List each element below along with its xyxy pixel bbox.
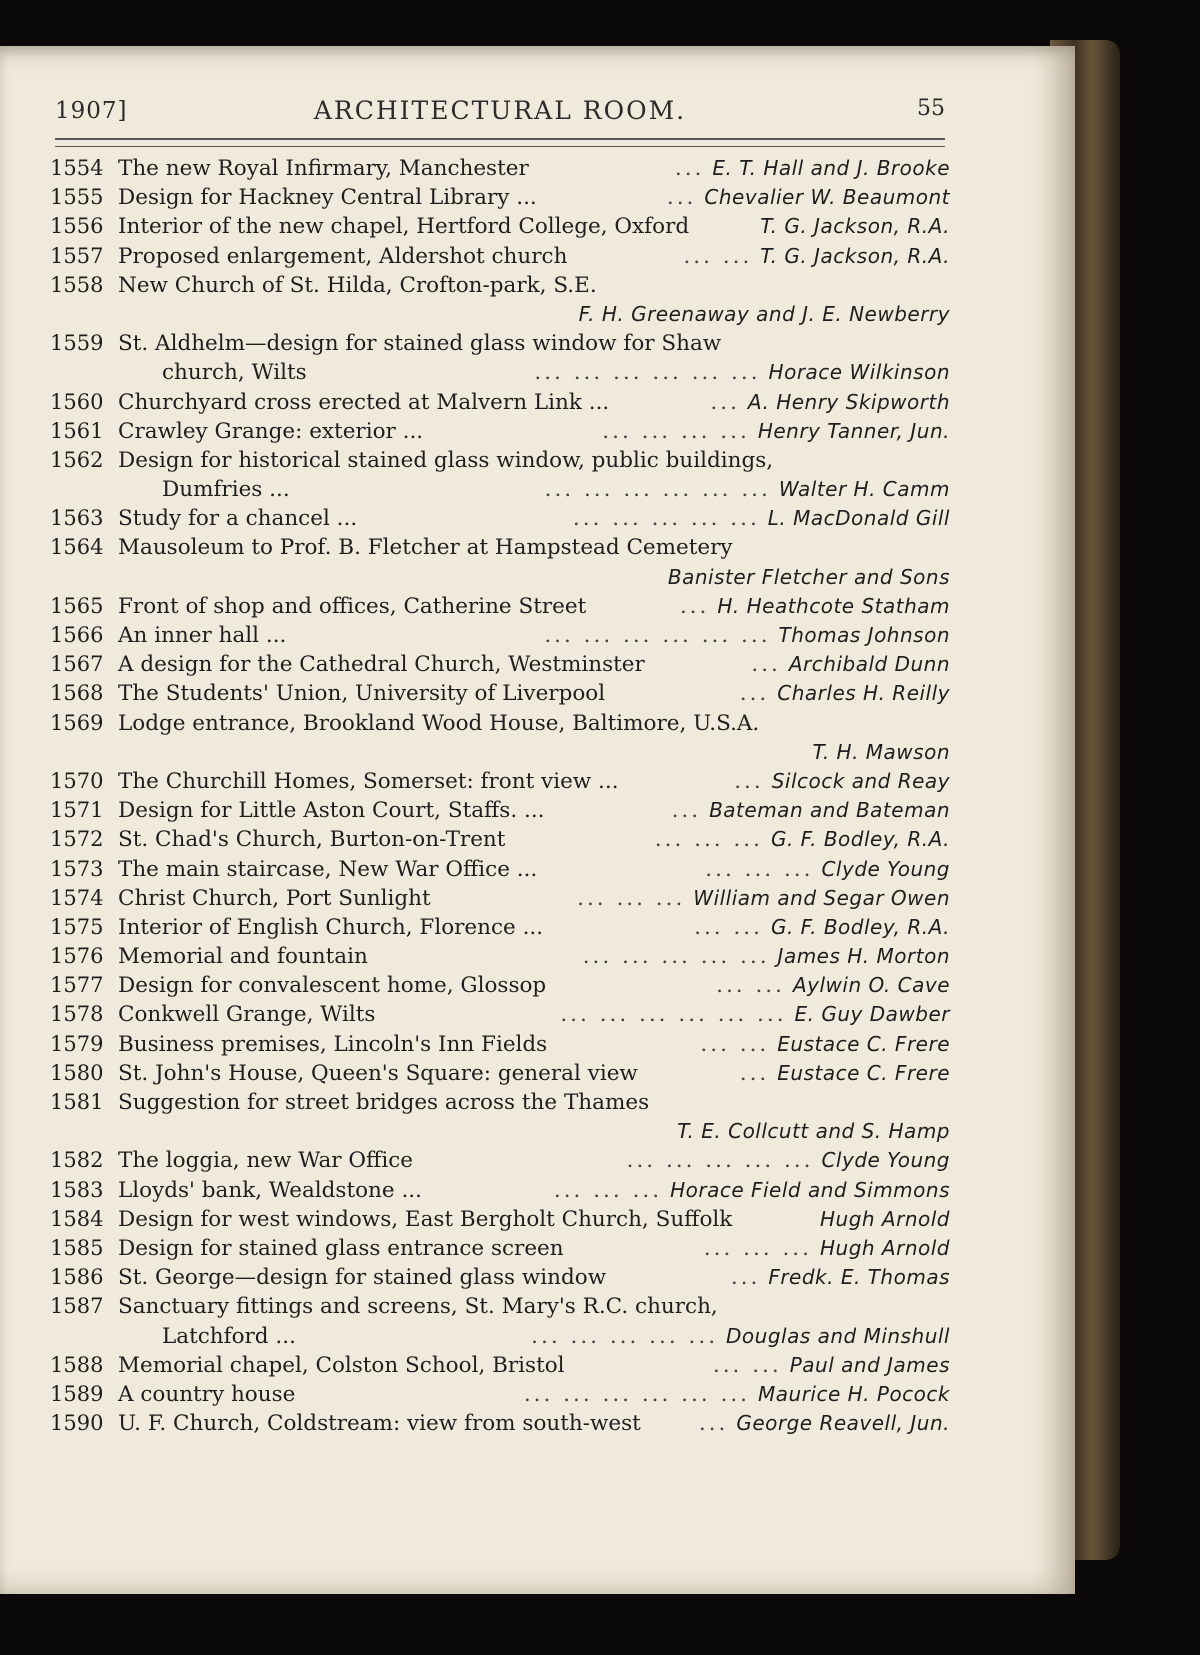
catalogue-entry [50, 242, 950, 271]
catalogue-entry [50, 154, 950, 183]
entry-title: Design for west windows, East Bergholt Church, Suffolk [118, 1206, 733, 1232]
entry-architect: Paul and James [789, 1352, 950, 1377]
entry-architect: T. E. Collcutt and S. Hamp [677, 1119, 950, 1144]
dot-leader: ... ... ... [703, 1235, 812, 1261]
entry-number: 1556 [50, 214, 104, 239]
dot-leader: ... ... ... ... ... ... [534, 360, 761, 386]
catalogue-entry [50, 971, 950, 1000]
entry-architect: Eustace C. Frere [777, 1031, 950, 1056]
entry-title: St. Chad's Church, Burton-on-Trent [118, 827, 506, 853]
catalogue-entry [50, 1030, 950, 1059]
entry-architect: Maurice H. Pocock [758, 1381, 950, 1406]
entry-architect: Banister Fletcher and Sons [667, 564, 950, 589]
entry-architect: Bateman and Bateman [709, 798, 950, 823]
dot-leader: ... ... ... ... ... [582, 944, 770, 970]
dot-leader: ... ... [700, 1031, 770, 1057]
entry-number: 1581 [50, 1090, 104, 1114]
catalogue-entry-continuation [50, 300, 950, 329]
entry-architect: Horace Wilkinson [768, 360, 950, 385]
entry-number: 1567 [50, 652, 104, 677]
entry-architect: Silcock and Reay [771, 768, 950, 793]
dot-leader: ... ... ... [577, 885, 686, 911]
dot-leader: ... [710, 389, 740, 415]
entry-title: St. George—design for stained glass window [118, 1265, 607, 1291]
entry-architect: L. MacDonald Gill [767, 506, 950, 531]
catalogue-entry-continuation [50, 358, 950, 387]
dot-leader: ... ... [694, 914, 763, 940]
catalogue-entry-continuation [50, 1322, 950, 1351]
entry-number: 1562 [50, 447, 104, 472]
entry-number: 1557 [50, 243, 104, 268]
catalogue-entry-continuation [50, 563, 950, 592]
entry-architect: Henry Tanner, Jun. [757, 418, 950, 443]
catalogue-entry-continuation [50, 475, 950, 504]
entry-number: 1580 [50, 1060, 104, 1085]
entry-number: 1583 [50, 1177, 104, 1202]
catalogue-entry [50, 183, 950, 212]
entry-number: 1590 [50, 1411, 104, 1436]
dot-leader: ... [698, 1411, 729, 1437]
catalogue-entry [50, 767, 950, 796]
catalogue-entry [50, 796, 950, 825]
entry-number: 1559 [50, 331, 104, 356]
catalogue-entry [50, 592, 950, 621]
entry-title: Mausoleum to Prof. B. Fletcher at Hampstead Cemetery [118, 535, 733, 561]
entry-title: New Church of St. Hilda, Crofton-park, S.E. [118, 272, 597, 298]
entry-title: The new Royal Infirmary, Manchester [118, 156, 529, 181]
entry-architect: James H. Morton [777, 944, 950, 969]
entry-title: Proposed enlargement, Aldershot church [118, 243, 568, 269]
dot-leader: ... [739, 1060, 770, 1086]
entry-number: 1573 [50, 856, 104, 881]
catalogue-entry [50, 855, 950, 884]
entry-number: 1555 [50, 185, 104, 210]
dot-leader: ... [734, 768, 764, 794]
entry-architect: Fredk. E. Thomas [768, 1265, 950, 1290]
dot-leader: ... ... ... ... ... [572, 506, 760, 532]
entry-architect: Douglas and Minshull [726, 1323, 950, 1348]
catalogue-entry [50, 913, 950, 942]
catalogue-entry [50, 504, 950, 533]
entry-architect: T. G. Jackson, R.A. [760, 214, 950, 239]
entry-title: A country house [118, 1381, 296, 1407]
entry-number: 1565 [50, 593, 104, 618]
catalogue-entry [50, 1234, 950, 1263]
entry-number: 1561 [50, 418, 104, 443]
entry-title: Latchford ... [162, 1323, 296, 1349]
entry-number: 1584 [50, 1206, 104, 1231]
header-year: 1907] [55, 98, 128, 124]
catalogue-entry [50, 329, 950, 358]
dot-leader: ... [679, 593, 710, 619]
entry-number: 1570 [50, 768, 104, 793]
entry-architect: Aylwin O. Cave [792, 973, 950, 998]
entry-title: The loggia, new War Office [118, 1148, 413, 1174]
dot-leader: ... ... ... ... ... ... [560, 1002, 787, 1028]
entry-title: Study for a chancel ... [118, 506, 358, 532]
entry-number: 1576 [50, 944, 104, 969]
entry-architect: Eustace C. Frere [777, 1060, 950, 1085]
catalogue-entry [50, 942, 950, 971]
dot-leader: ... [674, 156, 705, 181]
dot-leader: ... ... ... [654, 827, 763, 853]
entry-architect: Clyde Young [821, 856, 950, 881]
dot-leader: ... ... ... [553, 1177, 663, 1203]
entry-title: Interior of the new chapel, Hertford College, Oxford [118, 214, 690, 240]
entry-title: An inner hall ... [118, 623, 287, 648]
entry-architect: A. Henry Skipworth [747, 389, 950, 414]
entry-number: 1587 [50, 1294, 104, 1319]
dot-leader: ... [730, 1265, 761, 1291]
entry-title: Front of shop and offices, Catherine Street [118, 593, 587, 619]
entry-title: Crawley Grange: exterior ... [118, 418, 424, 444]
dot-leader: ... ... ... ... ... [626, 1148, 814, 1174]
entry-architect: Hugh Arnold [819, 1235, 950, 1260]
catalogue-entry [50, 1088, 950, 1117]
dot-leader: ... ... ... ... ... ... [544, 477, 771, 503]
entry-title: St. Aldhelm—design for stained glass window for Shaw [118, 331, 722, 357]
entry-title: church, Wilts [162, 360, 307, 386]
entry-number: 1569 [50, 710, 104, 735]
entry-architect: E. T. Hall and J. Brooke [712, 156, 950, 180]
entry-number: 1574 [50, 885, 104, 910]
dot-leader: ... ... [683, 243, 753, 269]
entry-architect: Horace Field and Simmons [670, 1177, 950, 1202]
catalogue-entry [50, 709, 950, 738]
entry-architect: Thomas Johnson [778, 623, 950, 647]
entry-number: 1577 [50, 973, 104, 998]
page-number: 55 [917, 96, 945, 121]
dot-leader: ... [666, 185, 697, 211]
header-rule [55, 138, 945, 147]
dot-leader: ... ... [712, 1352, 782, 1378]
entry-title: The Students' Union, University of Liverpool [118, 681, 606, 707]
catalogue-entry [50, 417, 950, 446]
entry-architect: Chevalier W. Beaumont [704, 185, 950, 210]
entry-title: Christ Church, Port Sunlight [118, 885, 431, 911]
entry-architect: G. F. Bodley, R.A. [770, 914, 950, 939]
entry-title: Design for Hackney Central Library ... [118, 185, 537, 211]
entry-architect: G. F. Bodley, R.A. [770, 827, 950, 852]
catalogue-entry [50, 650, 950, 679]
entry-title: Memorial and fountain [118, 944, 368, 970]
entry-title: U. F. Church, Coldstream: view from south-west [118, 1411, 641, 1437]
entry-architect: Hugh Arnold [819, 1206, 950, 1231]
dot-leader: ... ... ... ... ... [531, 1323, 719, 1349]
catalogue-entry [50, 533, 950, 562]
entry-number: 1554 [50, 156, 104, 180]
book-page [0, 46, 1075, 1594]
entry-title: Sanctuary fittings and screens, St. Mary's R.C. church, [118, 1294, 718, 1320]
entry-number: 1558 [50, 272, 104, 297]
entry-title: Dumfries ... [162, 477, 290, 503]
entry-title: Lloyds' bank, Wealdstone ... [118, 1177, 422, 1203]
entry-architect: Charles H. Reilly [777, 681, 950, 706]
dot-leader: ... ... [716, 973, 785, 999]
catalogue-entry [50, 271, 950, 300]
catalogue-entry [50, 679, 950, 708]
entry-number: 1582 [50, 1148, 104, 1173]
entry-title: Interior of English Church, Florence ... [118, 914, 544, 940]
catalogue-entry [50, 1292, 950, 1321]
entry-number: 1564 [50, 535, 104, 560]
catalogue-entry [50, 446, 950, 475]
entry-number: 1588 [50, 1352, 104, 1377]
catalogue-entry [50, 1176, 950, 1205]
entry-number: 1579 [50, 1031, 104, 1056]
entry-title: Churchyard cross erected at Malvern Link ... [118, 389, 610, 415]
catalogue-entry [50, 1409, 950, 1438]
entry-architect: Clyde Young [821, 1148, 950, 1173]
catalogue-entry [50, 1059, 950, 1088]
entry-architect: Walter H. Camm [778, 477, 950, 502]
dot-leader: ... [671, 798, 702, 824]
entry-title: Design for stained glass entrance screen [118, 1235, 564, 1261]
catalogue-entry [50, 825, 950, 854]
entry-number: 1578 [50, 1002, 104, 1027]
entry-title: A design for the Cathedral Church, Westminster [118, 652, 645, 678]
catalogue-entry [50, 1146, 950, 1175]
entry-number: 1575 [50, 914, 104, 939]
catalogue-entry [50, 621, 950, 650]
entry-architect: George Reavell, Jun. [736, 1411, 950, 1436]
entry-architect: William and Segar Owen [693, 885, 950, 910]
entry-title: Conkwell Grange, Wilts [118, 1002, 376, 1028]
entry-title: Suggestion for street bridges across the Thames [118, 1090, 650, 1115]
entry-number: 1572 [50, 827, 104, 852]
catalogue-entry [50, 884, 950, 913]
entry-architect: E. Guy Dawber [794, 1002, 950, 1027]
catalogue-entry [50, 1000, 950, 1029]
entry-architect: T. G. Jackson, R.A. [760, 243, 950, 268]
entry-title: The Churchill Homes, Somerset: front view ... [118, 768, 619, 794]
entry-title: Design for historical stained glass window, public buildings, [118, 447, 774, 473]
entry-architect: Archibald Dunn [788, 652, 950, 677]
entry-architect: F. H. Greenaway and J. E. Newberry [578, 301, 950, 326]
catalogue-entry [50, 1380, 950, 1409]
catalogue-entry [50, 388, 950, 417]
entry-architect: H. Heathcote Statham [717, 593, 950, 618]
entry-title: Design for convalescent home, Glossop [118, 973, 547, 999]
catalogue-entry [50, 1351, 950, 1380]
catalogue-entry [50, 212, 950, 241]
dot-leader: ... ... ... ... ... ... [544, 623, 771, 648]
header-title: ARCHITECTURAL ROOM. [313, 96, 687, 125]
dot-leader: ... [751, 652, 781, 678]
entry-architect: T. H. Mawson [812, 739, 950, 764]
entry-number: 1568 [50, 681, 104, 706]
catalogue-entry-continuation [50, 1117, 950, 1146]
catalogue-list [50, 154, 950, 1438]
entry-number: 1563 [50, 506, 104, 531]
entry-number: 1589 [50, 1381, 104, 1406]
entry-title: Memorial chapel, Colston School, Bristol [118, 1352, 565, 1378]
dot-leader: ... ... ... ... ... ... [523, 1381, 750, 1407]
entry-number: 1585 [50, 1235, 104, 1260]
entry-number: 1560 [50, 389, 104, 414]
entry-title: Design for Little Aston Court, Staffs. ... [118, 798, 545, 824]
dot-leader: ... ... ... ... [602, 418, 750, 444]
catalogue-entry [50, 1205, 950, 1234]
catalogue-entry [50, 1263, 950, 1292]
running-header [55, 96, 945, 136]
entry-number: 1571 [50, 798, 104, 823]
entry-title: Lodge entrance, Brookland Wood House, Baltimore, U.S.A. [118, 710, 760, 736]
entry-title: St. John's House, Queen's Square: general view [118, 1060, 638, 1086]
entry-title: Business premises, Lincoln's Inn Fields [118, 1031, 548, 1057]
dot-leader: ... [739, 681, 770, 707]
catalogue-entry-continuation [50, 738, 950, 767]
entry-title: The main staircase, New War Office ... [118, 856, 538, 882]
dot-leader: ... ... ... [705, 856, 814, 882]
entry-number: 1586 [50, 1265, 104, 1290]
entry-number: 1566 [50, 623, 104, 647]
